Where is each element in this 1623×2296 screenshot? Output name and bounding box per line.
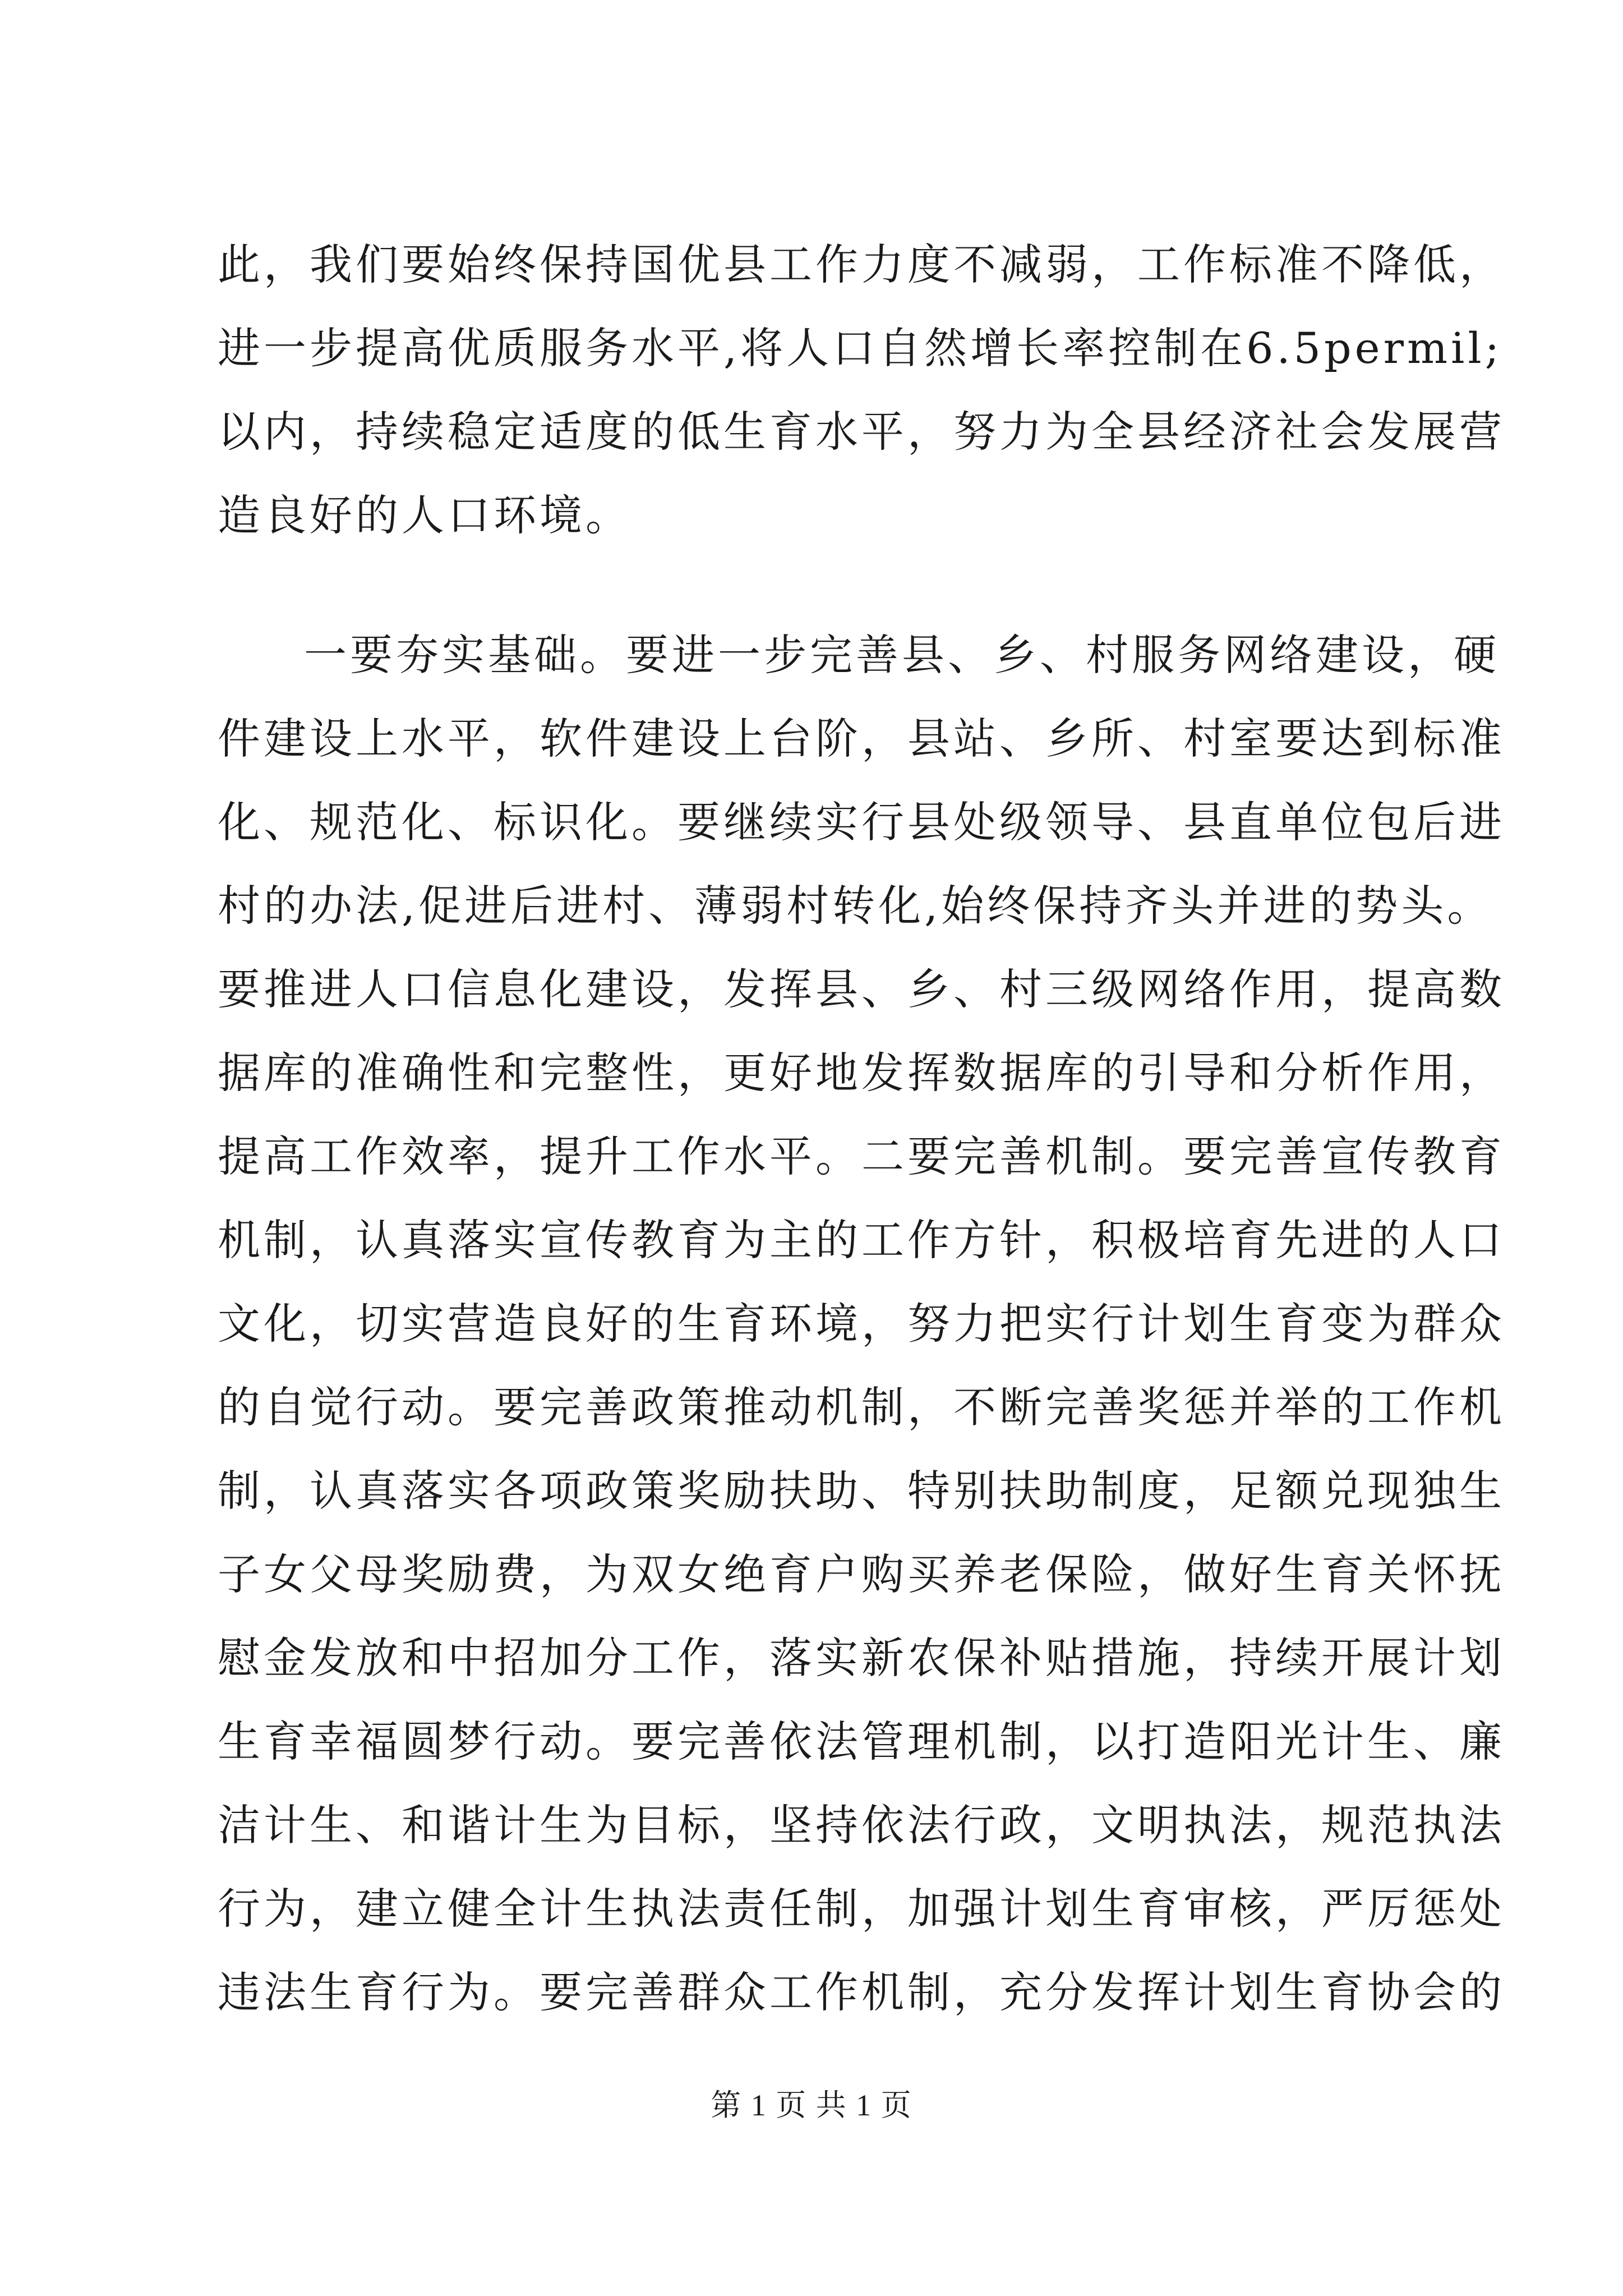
text-line: 村的办法,促进后进村、薄弱村转化,始终保持齐头并进的势头。 <box>218 881 1493 931</box>
text-line: 机制，认真落实宣传教育为主的工作方针，积极培育先进的人口 <box>218 1215 1505 1265</box>
text-line: 提高工作效率，提升工作水平。二要完善机制。要完善宣传教育 <box>218 1131 1505 1181</box>
text-line: 件建设上水平，软件建设上台阶，县站、乡所、村室要达到标准 <box>218 714 1505 763</box>
text-line: 违法生育行为。要完善群众工作机制，充分发挥计划生育协会的 <box>218 1967 1505 2017</box>
text-line: 进一步提高优质服务水平,将人口自然增长率控制在6.5permil; <box>218 323 1503 373</box>
text-line: 生育幸福圆梦行动。要完善依法管理机制，以打造阳光计生、廉 <box>218 1717 1505 1766</box>
text-line: 此，我们要始终保持国优县工作力度不减弱，工作标准不降低， <box>218 240 1505 289</box>
text-line: 的自觉行动。要完善政策推动机制，不断完善奖惩并举的工作机 <box>218 1382 1505 1432</box>
text-line: 行为，建立健全计生执法责任制，加强计划生育审核，严厉惩处 <box>218 1884 1505 1934</box>
text-line: 文化，切实营造良好的生育环境，努力把实行计划生育变为群众 <box>218 1299 1505 1349</box>
paragraph-2 <box>218 613 1505 2034</box>
paragraph-1 <box>218 223 1505 557</box>
text-line: 慰金发放和中招加分工作，落实新农保补贴措施，持续开展计划 <box>218 1633 1505 1683</box>
text-line: 造良好的人口环境。 <box>218 490 631 540</box>
text-line: 子女父母奖励费，为双女绝育户购买养老保险，做好生育关怀抚 <box>218 1549 1505 1599</box>
text-line: 以内，持续稳定适度的低生育水平，努力为全县经济社会发展营 <box>218 407 1505 457</box>
page-footer: 第 1 页 共 1 页 <box>711 2088 912 2122</box>
text-line: 要推进人口信息化建设，发挥县、乡、村三级网络作用，提高数 <box>218 964 1505 1014</box>
text-line: 洁计生、和谐计生为目标，坚持依法行政，文明执法，规范执法 <box>218 1800 1505 1850</box>
text-line: 化、规范化、标识化。要继续实行县处级领导、县直单位包后进 <box>218 797 1505 847</box>
text-line: 一要夯实基础。要进一步完善县、乡、村服务网络建设，硬 <box>304 630 1500 680</box>
text-line: 制，认真落实各项政策奖励扶助、特别扶助制度，足额兑现独生 <box>218 1466 1505 1516</box>
text-line: 据库的准确性和完整性，更好地发挥数据库的引导和分析作用， <box>218 1048 1505 1098</box>
